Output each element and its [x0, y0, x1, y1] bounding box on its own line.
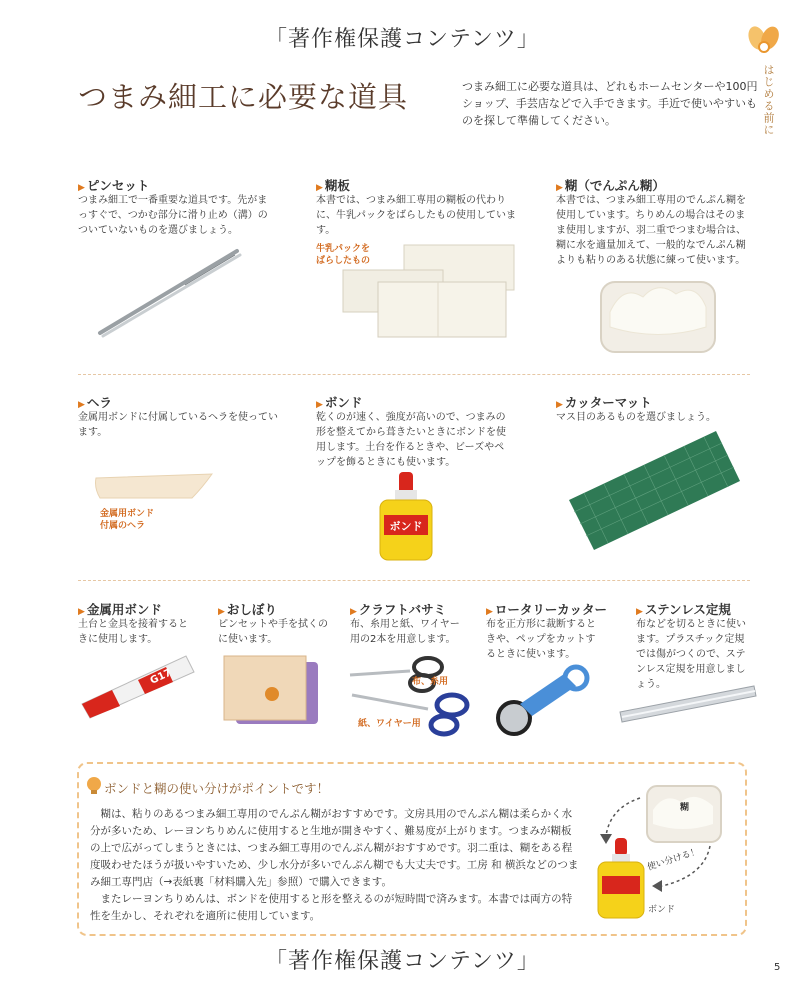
tool-desc-tweezers: つまみ細工で一番重要な道具です。先がまっすぐで、つかむ部分に滑り止め（溝）のついていないものを選びましょう。: [78, 195, 268, 236]
tool-name-spatula: ▶ ヘラ: [78, 395, 112, 410]
rotary-cutter-icon: [494, 660, 594, 740]
tool-name-towel: ▶ おしぼり: [218, 602, 277, 617]
lightbulb-icon: [86, 776, 102, 796]
tool-desc-bond: 乾くのが速く、強度が高いので、つまみの形を整えてから葺きたいときにボンドを使用します。土台を作るときや、ビーズやペップを飾るときにも使います。: [316, 412, 506, 468]
page-title: つまみ細工に必要な道具: [78, 80, 409, 114]
tool-desc-rotary: 布を正方形に裁断するときや、ペップをカットするときに使います。: [486, 619, 596, 660]
section-tab: はじめる前に: [762, 64, 775, 136]
divider-1: [78, 374, 750, 375]
callout-title: ボンドと糊の使い分けがポイントです！: [104, 781, 330, 796]
watermark-bottom: 「著作権保護コンテンツ」: [265, 949, 540, 974]
label-scissors-cloth: 布、糸用: [412, 677, 449, 687]
callout-label-paste: 糊: [680, 803, 690, 813]
callout-paragraph: またレーヨンちりめんは、ボンドを使用すると形を整えるのが短時間で済みます。本書では両方の特性を生かし、それぞれを適所に使用しています。: [90, 893, 573, 922]
tool-name-scissors: ▶ クラフトバサミ: [350, 602, 447, 617]
page-number: 5: [774, 962, 781, 973]
tool-name-ruler: ▶ ステンレス定規: [636, 602, 731, 617]
callout-body: [90, 806, 580, 925]
metal-bond-tube-icon: [78, 648, 198, 720]
tool-desc-metal-bond: 土台と金具を接着するときに使用します。: [78, 619, 188, 645]
milk-carton-board-icon: [338, 242, 518, 344]
tool-desc-spatula: 金属用ボンドに付属しているヘラを使っています。: [78, 412, 278, 438]
tweezers-icon: [95, 245, 245, 340]
tool-name-starch-paste: ▶ 糊（でんぷん糊）: [556, 178, 665, 193]
callout-label-arrow: 使い分ける！: [646, 846, 701, 874]
tool-desc-ruler: 布などを切るときに使います。プラスチック定規では傷がつくので、ステンレス定規を用意しましょう。: [636, 619, 746, 690]
bond-bottle-label: ボンド: [389, 520, 423, 533]
spatula-icon: [92, 468, 217, 504]
tool-desc-starch-paste: 本書では、つまみ細工専用のでんぷん糊を使用しています。ちりめんの場合はそのまま使用しますが、羽二重でつまむ場合は、糊に水を適量加えて、一般的なでんぷん糊よりも粘りのある状態に練って使います。: [556, 195, 746, 266]
tool-name-cutter-mat: ▶ カッターマット: [556, 395, 652, 410]
intro-text: つまみ細工に必要な道具は、どれもホームセンターや100円ショップ、手芸店などで入手できます。手近で使いやすいものを探して準備してください。: [462, 80, 758, 127]
tool-desc-towel: ピンセットや手を拭くのに使います。: [218, 619, 328, 645]
tool-name-rotary: ▶ ロータリーカッター: [486, 602, 608, 617]
callout-label-bond: ボンド: [648, 905, 676, 915]
paste-container-icon: [598, 272, 720, 356]
tool-desc-glue-board: 本書では、つまみ細工専用の糊板の代わりに、牛乳パックをばらしたもの使用しています。: [316, 195, 516, 236]
divider-2: [78, 580, 750, 581]
bond-bottle-icon: [375, 470, 437, 562]
flower-logo-icon: [746, 20, 784, 60]
label-scissors-paper: 紙、ワイヤー用: [358, 719, 421, 729]
tool-name-glue-board: ▶ 糊板: [316, 178, 350, 193]
g17-label: G17: [148, 667, 174, 687]
caption-spatula: 金属用ボンド 付属のヘラ: [100, 509, 155, 531]
caption-glue-board: 牛乳パックを ばらしたもの: [316, 244, 371, 266]
ruler-icon: [618, 682, 758, 724]
tool-name-bond: ▶ ボンド: [316, 395, 363, 410]
towel-icon: [220, 652, 322, 728]
tool-desc-cutter-mat: マス目のあるものを選びましょう。: [556, 412, 716, 423]
callout-paragraph: 糊は、粘りのあるつまみ細工専用のでんぷん糊がおすすめです。文房具用のでんぷん糊は柔らかく水分が多いため、レーヨンちりめんに使用すると生地が開きやすく、難易度が上がります。つまみが糊板の上で広がってしまうときには、つまみ細工専用のでんぷん糊がおすすめです。羽二重は、糊をある程度吸わせたほうが扱いやすいため、少し水分が多いでんぷん糊でも大丈夫です。工房 和 横浜などのつまみ細工専門店（→表紙裏「材料購入先」参照）で購入できます。: [90, 808, 579, 888]
callout-arrows-icon: [592, 784, 732, 904]
cutter-mat-icon: [564, 425, 744, 555]
watermark-top: 「著作権保護コンテンツ」: [265, 27, 540, 52]
tool-name-tweezers: ▶ ピンセット: [78, 178, 150, 193]
tool-desc-scissors: 布、糸用と紙、ワイヤー用の2本を用意します。: [350, 619, 460, 645]
tool-name-metal-bond: ▶ 金属用ボンド: [78, 602, 162, 617]
